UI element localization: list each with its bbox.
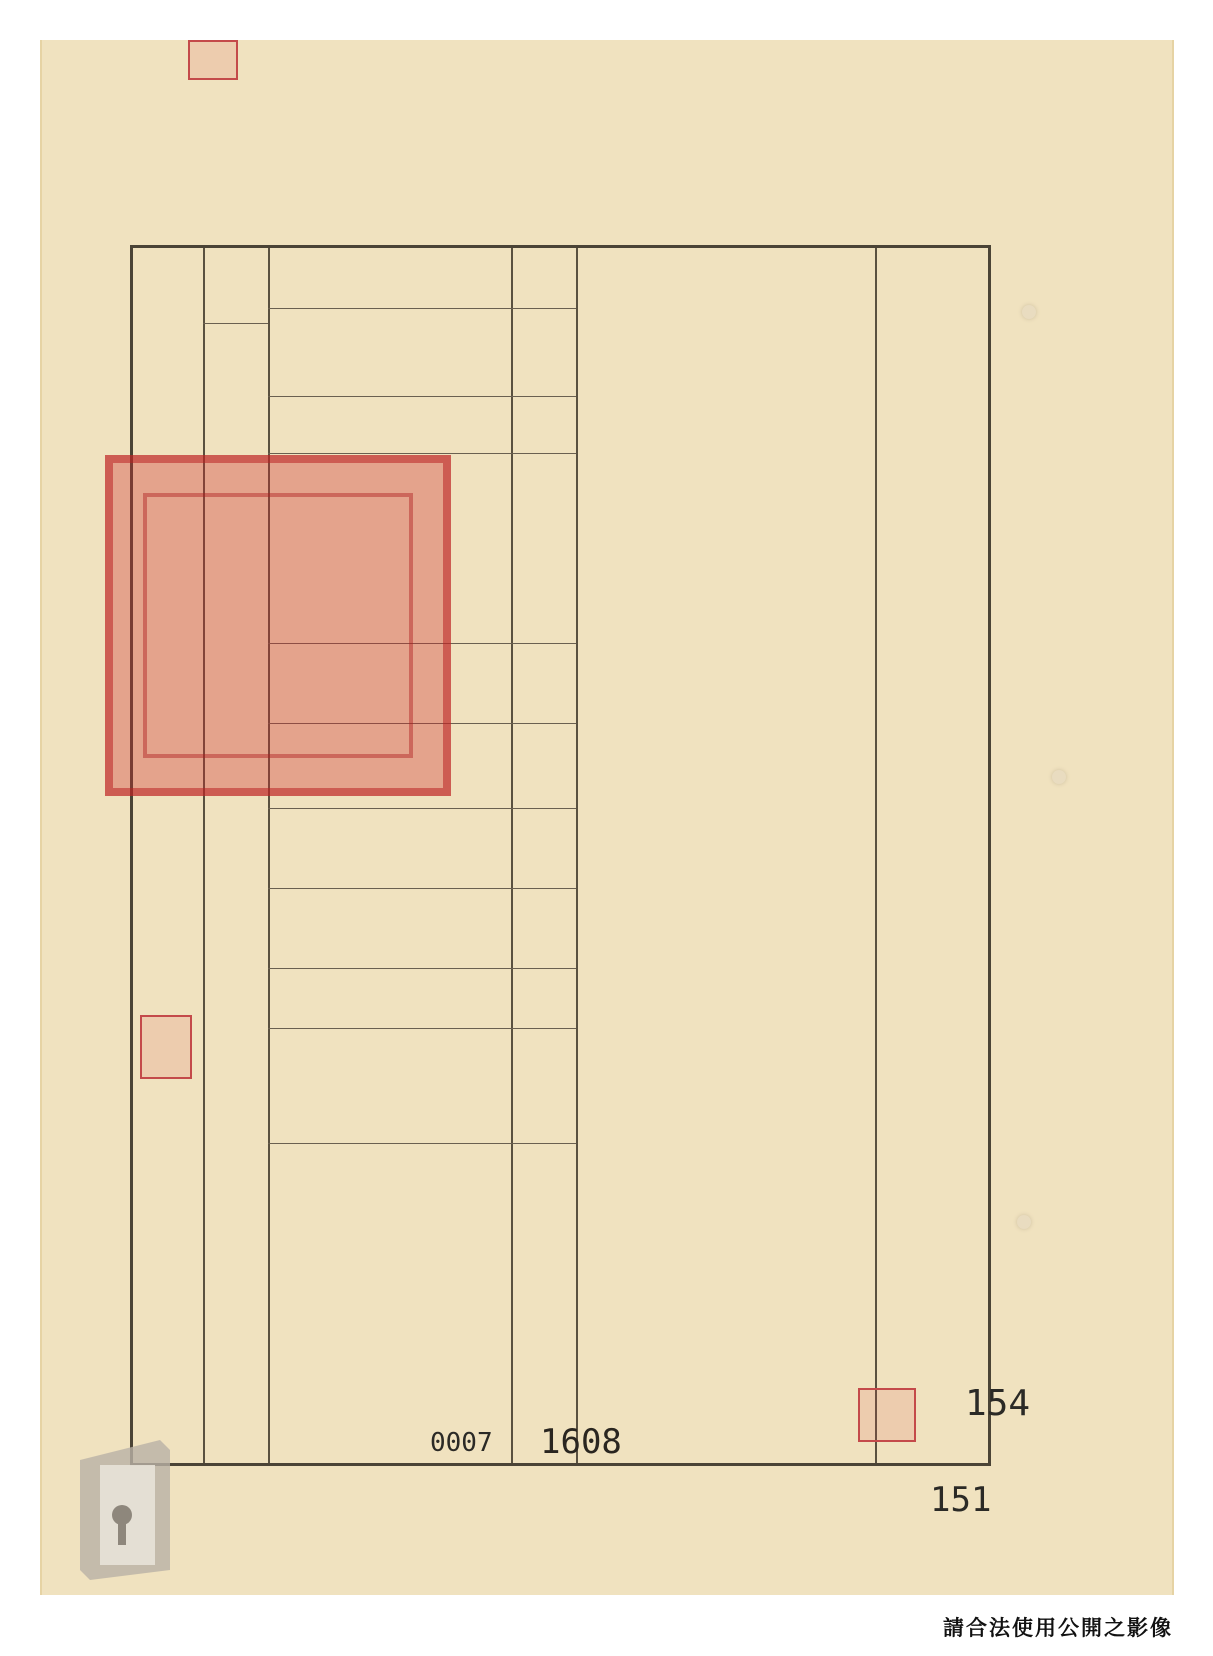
row-divider	[203, 323, 268, 324]
official-seal-icon	[105, 455, 451, 796]
archive-book-icon	[70, 1430, 180, 1580]
row-divider	[268, 308, 576, 309]
personal-seal-icon	[140, 1015, 192, 1079]
handwritten-serial: 0007	[430, 1428, 493, 1458]
row-divider	[268, 888, 576, 889]
form-table	[130, 245, 991, 1466]
column-divider	[875, 248, 877, 1463]
column-divider	[511, 248, 513, 1463]
row-divider	[268, 453, 576, 454]
row-divider	[268, 396, 576, 397]
personal-seal-icon	[858, 1388, 916, 1442]
row-divider	[268, 1143, 576, 1144]
handwritten-number: 154	[965, 1383, 1031, 1424]
paper-hole	[1017, 1215, 1031, 1229]
handwritten-number: 151	[930, 1480, 992, 1520]
row-divider	[268, 968, 576, 969]
column-divider	[268, 248, 270, 1463]
usage-notice: 請合法使用公開之影像	[943, 1616, 1173, 1640]
seal-inner-border	[143, 493, 413, 758]
paper-hole	[1022, 305, 1036, 319]
paper-hole	[1052, 770, 1066, 784]
column-divider	[576, 248, 578, 1463]
column-divider	[203, 248, 205, 1463]
printed-number: 1608	[540, 1422, 622, 1462]
row-divider	[268, 1028, 576, 1029]
corner-seal-icon	[188, 40, 238, 80]
row-divider	[268, 808, 576, 809]
